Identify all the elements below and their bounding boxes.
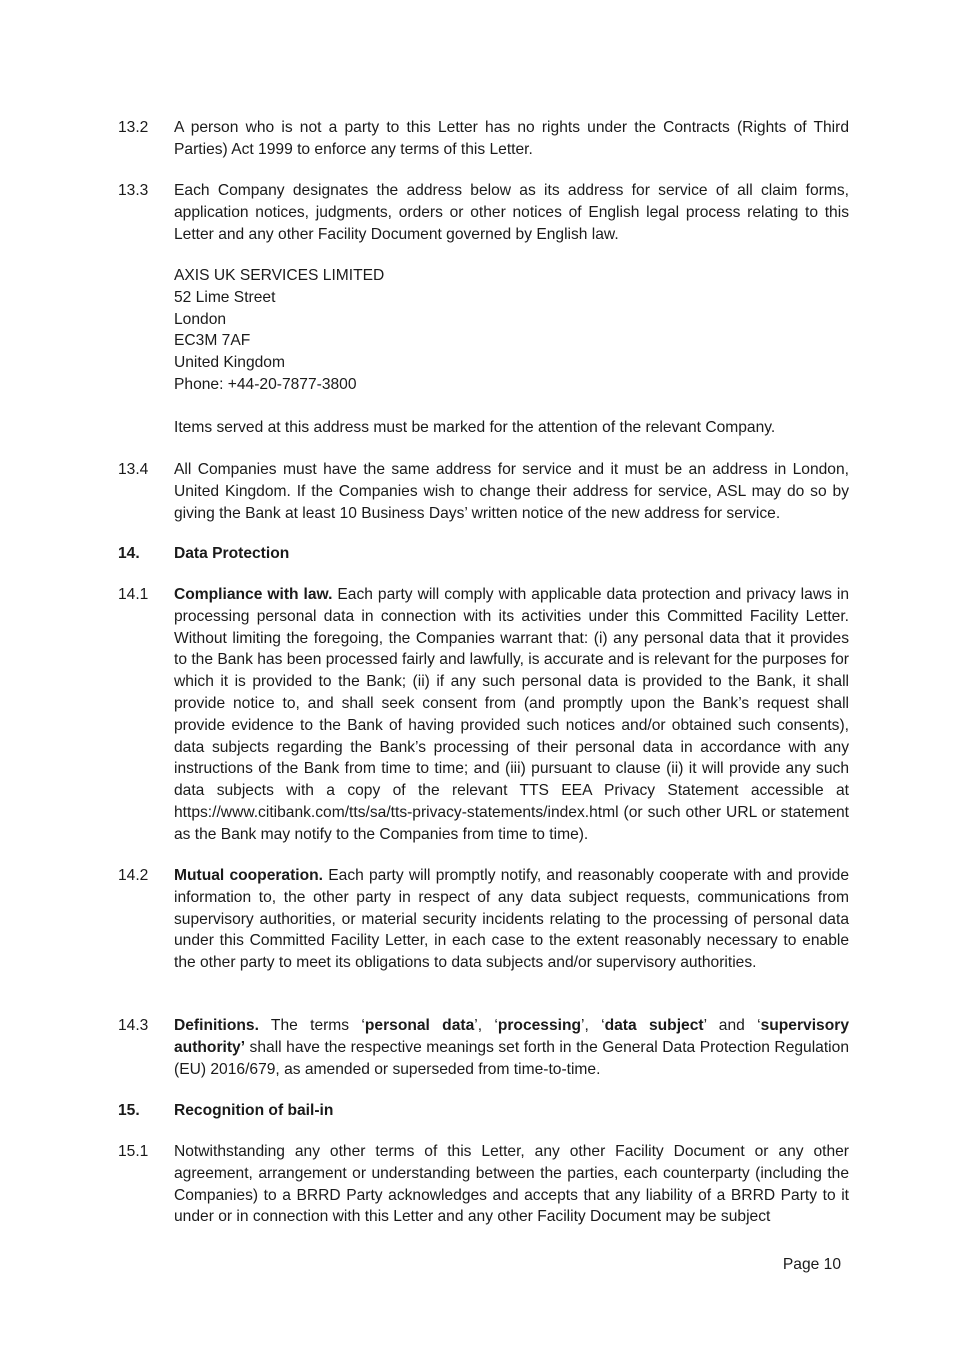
defined-term: data subject xyxy=(604,1017,704,1034)
clause-14-1 xyxy=(118,584,849,846)
text-run: ’ and ‘ xyxy=(703,1017,761,1034)
clause-number: 14.3 xyxy=(118,1017,149,1034)
clause-13-2 xyxy=(118,117,849,161)
clause-number: 15.1 xyxy=(118,1143,149,1160)
address-note-text: Items served at this address must be marked for the attention of the relevant Company. xyxy=(174,419,776,436)
clause-13-3 xyxy=(118,180,849,245)
clause-text: Each Company designates the address below as its address for service of all claim forms, application notices, judgments, orders or other notices of English legal process relating to this Letter and any other Facility Document governed by English law. xyxy=(174,182,849,243)
service-address xyxy=(118,265,849,396)
defined-term: personal data xyxy=(364,1017,475,1034)
text-run: The terms ‘ xyxy=(258,1017,365,1034)
address-company: AXIS UK SERVICES LIMITED xyxy=(174,267,385,284)
address-postcode: EC3M 7AF xyxy=(174,332,251,350)
heading-number: 14. xyxy=(118,545,140,562)
address-city: London xyxy=(174,310,227,328)
clause-text xyxy=(174,584,849,846)
clause-number: 14.2 xyxy=(118,867,149,884)
text-run: shall have the respective meanings set forth in the General Data Protection Regulation (EU) 2016/679, as amended or superseded from time-to-time. xyxy=(174,1038,849,1078)
clause-text xyxy=(174,865,849,974)
clause-lead: Mutual cooperation. xyxy=(174,867,324,884)
clause-number: 13.2 xyxy=(118,119,149,136)
clause-13-4 xyxy=(118,459,849,524)
clause-text: A person who is not a party to this Letter has no rights under the Contracts (Rights of Third Parties) Act 1999 to enforce any terms of this Letter. xyxy=(174,119,849,158)
heading-14 xyxy=(118,543,849,565)
defined-term: processing xyxy=(497,1017,582,1034)
clause-14-2 xyxy=(118,865,849,974)
clause-number: 14.1 xyxy=(118,586,149,603)
address-street: 52 Lime Street xyxy=(174,288,276,306)
address-note xyxy=(118,417,849,439)
clause-number: 13.4 xyxy=(118,461,149,478)
clause-text: Notwithstanding any other terms of this Letter, any other Facility Document or any other agreement, arrangement or understanding between the parties, each counterparty (including the Companies) to a BRRD Party acknowledges and accepts that any liability of a BRRD Party to it under or in connection with this Letter and any other Facility Document may be subject xyxy=(174,1143,849,1226)
clause-body: Each party will promptly notify, and reasonably cooperate with and provide information to, the other party in respect of any data subject requests, communications from supervisory authorities, or material security incidents relating to the processing of personal data under this Committed Facility Letter, in each case to the extent reasonably necessary to enable the other party to meet its obligations to data subjects and/or supervisory authorities. xyxy=(174,867,849,972)
clause-body: Each party will comply with applicable data protection and privacy laws in processing personal data in connection with its activities under this Committed Facility Letter. Without limiting the foregoing, the Companies warrant that: (i) any personal data that it provides to the Bank has been processed fairly and lawfully, is accurate and is relevant for the purposes for which it is provided to the Bank; (ii) if any such personal data is provided to the Bank, it shall provide notice to, and shall seek consent from (and promptly upon the Bank’s request shall provide evidence to the Bank of having provided such notices and/or obtained such consents), data subjects regarding the Bank’s processing of their personal data in accordance with any instructions of the Bank from time to time; and (iii) pursuant to clause (ii) it will provide any such data subjects with a copy of the relevant TTS EEA Privacy Statement accessible at https://www.citibank.com/tts/sa/tts-privacy-statements/index.html (or such other URL or statement as the Bank may notify to the Companies from time to time). xyxy=(174,586,849,843)
clause-15-1 xyxy=(118,1141,849,1228)
heading-title: Data Protection xyxy=(174,545,290,562)
clause-text xyxy=(174,1015,849,1080)
clause-lead: Definitions. xyxy=(174,1017,259,1034)
clause-number: 13.3 xyxy=(118,182,149,199)
address-phone: Phone: +44-20-7877-3800 xyxy=(174,375,357,393)
clause-14-3 xyxy=(118,1015,849,1080)
clause-text: All Companies must have the same address for service and it must be an address in London, United Kingdom. If the Companies wish to change their address for service, ASL may do so by giving the Bank at least 10 Business Days’ written notice of the new address for service. xyxy=(174,461,849,522)
clause-lead: Compliance with law. xyxy=(174,586,333,603)
text-run: ’, ‘ xyxy=(581,1017,605,1034)
heading-15 xyxy=(118,1100,849,1122)
defined-term: supervisory authority’ xyxy=(174,1017,849,1056)
text-run: ’, ‘ xyxy=(474,1017,498,1034)
heading-number: 15. xyxy=(118,1102,140,1119)
address-country: United Kingdom xyxy=(174,354,285,372)
page-number: Page 10 xyxy=(782,1256,841,1273)
heading-title: Recognition of bail-in xyxy=(174,1102,334,1119)
